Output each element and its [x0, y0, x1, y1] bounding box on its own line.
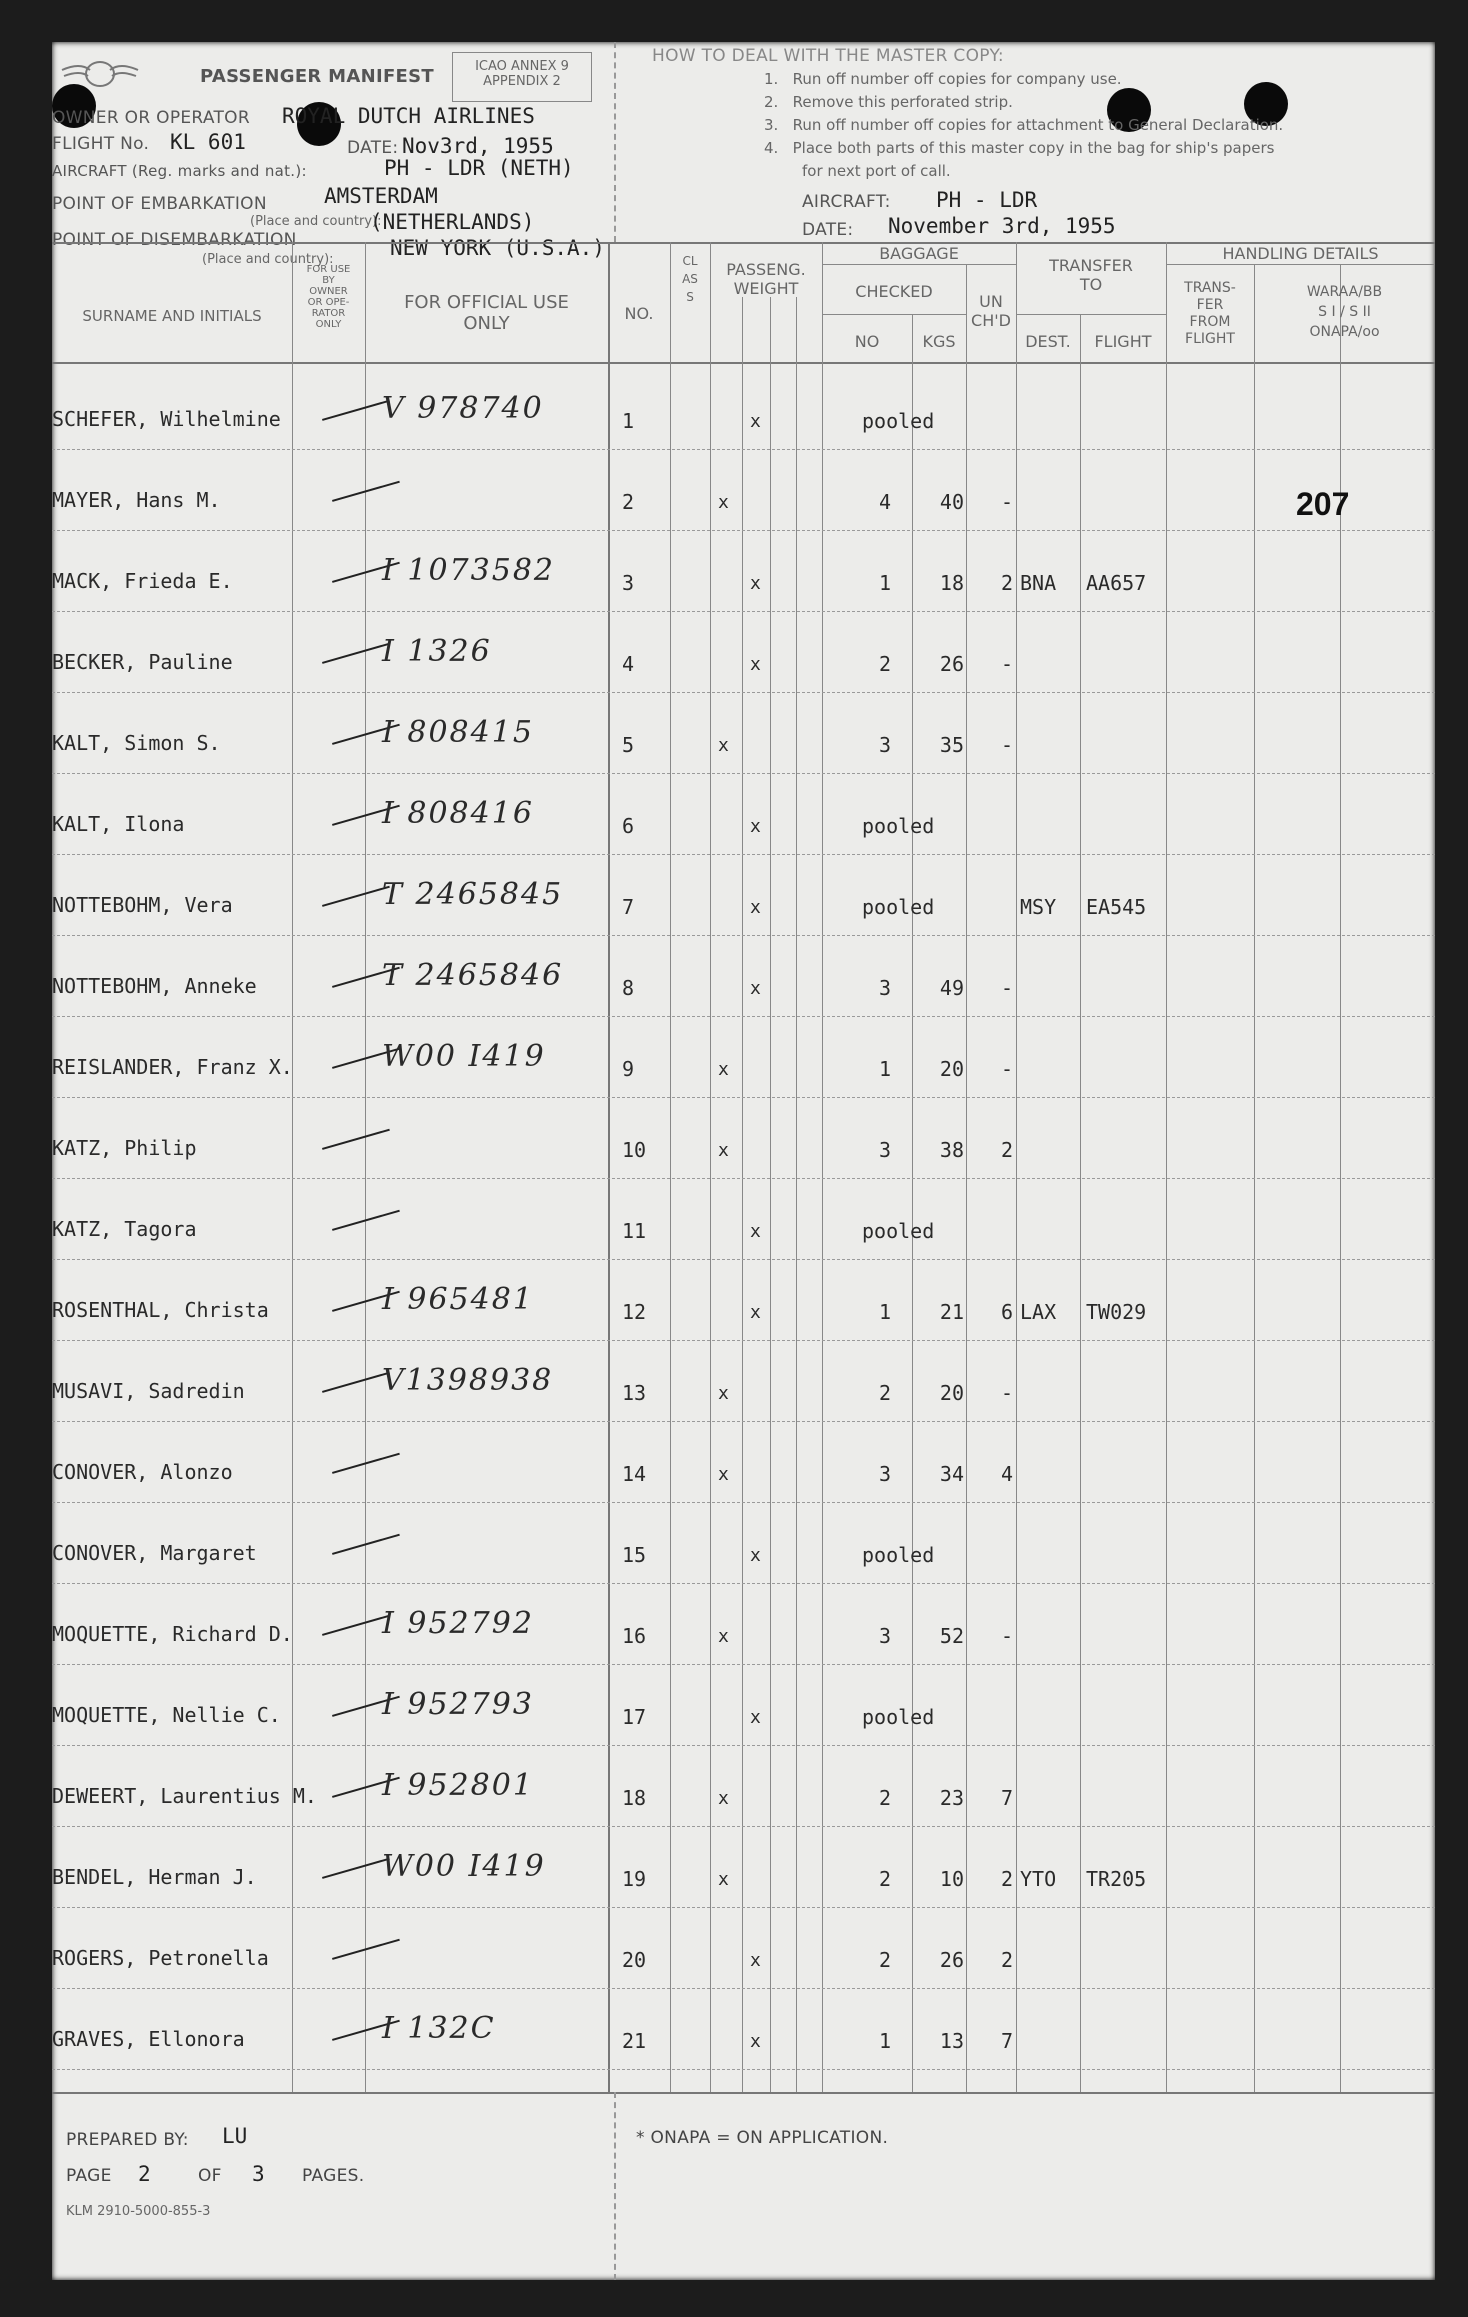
unchecked-count: -	[1000, 1624, 1014, 1648]
subheader-rule	[1016, 314, 1166, 315]
baggage-count: 1	[878, 1300, 892, 1324]
row-rule	[52, 1907, 1435, 1908]
surname-header: SURNAME AND INITIALS	[82, 307, 262, 325]
perforation-line	[614, 42, 616, 242]
date-label: DATE:	[347, 138, 399, 158]
flight-value: KL 601	[170, 130, 246, 154]
row-rule	[52, 1178, 1435, 1179]
passenger-name: MOQUETTE, Richard D.	[52, 1622, 293, 1646]
passenger-name: NOTTEBOHM, Vera	[52, 893, 233, 917]
passenger-name: KALT, Ilona	[52, 812, 185, 836]
baggage-count: 4	[878, 490, 892, 514]
date-value: Nov3rd, 1955	[402, 134, 554, 158]
passenger-name: ROSENTHAL, Christa	[52, 1298, 269, 1322]
row-rule	[52, 1016, 1435, 1017]
passeng-header: PASSENG. WEIGHT	[726, 260, 806, 298]
table-row	[52, 2007, 1435, 2088]
disembark-label: POINT OF DISEMBARKATION	[52, 230, 297, 250]
header-bottom-rule	[52, 362, 1435, 364]
onapa-note: * ONAPA = ON APPLICATION.	[636, 2128, 889, 2148]
passenger-name: KALT, Simon S.	[52, 731, 221, 755]
disembark-sub: (Place and country):	[202, 252, 334, 267]
table-row	[52, 873, 1435, 954]
row-rule	[52, 1826, 1435, 1827]
transfer-header: TRANSFER TO	[1049, 256, 1133, 294]
check-tick	[332, 1450, 402, 1466]
instruction-cont: for next port of call.	[802, 162, 951, 180]
row-rule	[52, 1664, 1435, 1665]
passenger-name: REISLANDER, Franz X.	[52, 1055, 293, 1079]
pooled-label: pooled	[862, 814, 935, 838]
check-tick	[332, 1207, 402, 1223]
form-code: KLM 2910-5000-855-3	[66, 2204, 211, 2219]
weight-mark: x	[718, 1464, 729, 1485]
baggage-kgs: 10	[939, 1867, 964, 1891]
official-number: I 132C	[382, 2011, 496, 2046]
unchd-header: UN CH'D	[971, 292, 1011, 330]
pooled-label: pooled	[862, 1219, 935, 1243]
passenger-no: 18	[622, 1786, 647, 1810]
instructions-title: HOW TO DEAL WITH THE MASTER COPY:	[652, 46, 1004, 66]
unchecked-count: -	[1000, 652, 1014, 676]
passenger-name: MAYER, Hans M.	[52, 488, 221, 512]
table-row	[52, 954, 1435, 1035]
weight-mark: x	[718, 735, 729, 756]
kgs-header: KGS	[922, 332, 956, 351]
of-label: OF	[198, 2166, 222, 2186]
baggage-count: 2	[878, 1867, 892, 1891]
row-rule	[52, 1988, 1435, 1989]
unchecked-count: 7	[1000, 1786, 1014, 1810]
passenger-name: ROGERS, Petronella	[52, 1946, 269, 1970]
table-row	[52, 792, 1435, 873]
aircraft-value: PH - LDR (NETH)	[384, 156, 574, 180]
owner-value: ROYAL DUTCH AIRLINES	[282, 104, 535, 128]
official-number: T 2465845	[382, 877, 564, 912]
passenger-no: 20	[622, 1948, 647, 1972]
table-row	[52, 1764, 1435, 1845]
baggage-count: 3	[878, 1138, 892, 1162]
passenger-no: 8	[622, 976, 635, 1000]
flight-label: FLIGHT No.	[52, 134, 150, 154]
passenger-no: 13	[622, 1381, 647, 1405]
unchecked-count: 6	[1000, 1300, 1014, 1324]
official-number: V 978740	[382, 391, 544, 426]
row-rule	[52, 1421, 1435, 1422]
page-value: 2	[138, 2162, 151, 2186]
form-title: PASSENGER MANIFEST	[200, 66, 434, 87]
weight-mark: x	[750, 1707, 761, 1728]
passenger-no: 11	[622, 1219, 647, 1243]
official-number: I 1326	[382, 634, 492, 669]
check-tick	[332, 1531, 402, 1547]
baggage-kgs: 26	[939, 652, 964, 676]
weight-mark: x	[750, 411, 761, 432]
table-row	[52, 1116, 1435, 1197]
pooled-label: pooled	[862, 1543, 935, 1567]
official-number: I 952801	[382, 1768, 534, 1803]
baggage-count: 1	[878, 571, 892, 595]
of-value: 3	[252, 2162, 265, 2186]
official-number: I 965481	[382, 1282, 534, 1317]
unchecked-count: -	[1000, 976, 1014, 1000]
table-row	[52, 711, 1435, 792]
weight-mark: x	[750, 1545, 761, 1566]
row-rule	[52, 611, 1435, 612]
table-row	[52, 1602, 1435, 1683]
row-rule	[52, 854, 1435, 855]
table-row	[52, 549, 1435, 630]
weight-mark: x	[750, 897, 761, 918]
official-use-header: FOR OFFICIAL USE ONLY	[404, 292, 569, 334]
weight-mark: x	[718, 492, 729, 513]
row-rule	[52, 1502, 1435, 1503]
passenger-no: 21	[622, 2029, 647, 2053]
baggage-kgs: 35	[939, 733, 964, 757]
passenger-no: 5	[622, 733, 635, 757]
embark-value-2: (NETHERLANDS)	[370, 210, 535, 234]
instr-date-value: November 3rd, 1955	[888, 214, 1116, 238]
passenger-name: BENDEL, Herman J.	[52, 1865, 257, 1889]
baggage-count: 2	[878, 1381, 892, 1405]
weight-mark: x	[750, 816, 761, 837]
passenger-name: MUSAVI, Sadredin	[52, 1379, 245, 1403]
transfer-flight: EA545	[1086, 895, 1147, 919]
prepared-value: LU	[222, 2124, 248, 2148]
baggage-count: 3	[878, 976, 892, 1000]
instruction-3: 3. Run off number off copies for attachment to General Declaration.	[764, 116, 1284, 134]
weight-mark: x	[750, 1221, 761, 1242]
baggage-kgs: 49	[939, 976, 964, 1000]
table-row	[52, 1845, 1435, 1926]
passenger-name: NOTTEBOHM, Anneke	[52, 974, 257, 998]
transfer-dest: YTO	[1020, 1867, 1057, 1891]
subheader-rule	[1166, 264, 1435, 265]
baggage-count: 2	[878, 1948, 892, 1972]
official-number: W00 I419	[382, 1849, 546, 1884]
weight-mark: x	[718, 1788, 729, 1809]
pooled-label: pooled	[862, 1705, 935, 1729]
passenger-no: 14	[622, 1462, 647, 1486]
instr-date-label: DATE:	[802, 220, 854, 240]
passenger-name: GRAVES, Ellonora	[52, 2027, 245, 2051]
owner-use-header: FOR USE BY OWNER OR OPE- RATOR ONLY	[306, 264, 351, 330]
official-number: I 952793	[382, 1687, 534, 1722]
official-number: I 952792	[382, 1606, 534, 1641]
unchecked-count: 2	[1000, 1138, 1014, 1162]
passenger-name: DEWEERT, Laurentius M.	[52, 1784, 317, 1808]
table-row	[52, 1278, 1435, 1359]
baggage-kgs: 26	[939, 1948, 964, 1972]
weight-mark: x	[718, 1626, 729, 1647]
transfer-dest: MSY	[1020, 895, 1057, 919]
row-rule	[52, 530, 1435, 531]
row-rule	[52, 1583, 1435, 1584]
weight-mark: x	[750, 1302, 761, 1323]
class-header: CLASS	[682, 254, 698, 304]
passenger-name: MACK, Frieda E.	[52, 569, 233, 593]
dest-header: DEST.	[1025, 332, 1071, 351]
baggage-kgs: 13	[939, 2029, 964, 2053]
transfer-flight: AA657	[1086, 571, 1147, 595]
transfer-flight: TR205	[1086, 1867, 1147, 1891]
unchecked-count: 2	[1000, 1948, 1014, 1972]
passenger-no: 3	[622, 571, 635, 595]
passenger-no: 16	[622, 1624, 647, 1648]
instruction-2: 2. Remove this perforated strip.	[764, 93, 1013, 111]
pooled-label: pooled	[862, 409, 935, 433]
weight-mark: x	[718, 1059, 729, 1080]
flight-header: FLIGHT	[1094, 332, 1152, 351]
table-row	[52, 1440, 1435, 1521]
baggage-kgs: 18	[939, 571, 964, 595]
baggage-count: 3	[878, 733, 892, 757]
passenger-no: 15	[622, 1543, 647, 1567]
aircraft-label: AIRCRAFT (Reg. marks and nat.):	[52, 162, 307, 180]
subheader-rule	[822, 264, 1016, 265]
official-number: I 808415	[382, 715, 534, 750]
table-row	[52, 1926, 1435, 2007]
passenger-no: 19	[622, 1867, 647, 1891]
table-row	[52, 468, 1435, 549]
row-rule	[52, 1340, 1435, 1341]
handling-header: HANDLING DETAILS	[1222, 244, 1379, 263]
passenger-name: MOQUETTE, Nellie C.	[52, 1703, 281, 1727]
checked-header: CHECKED	[855, 282, 933, 301]
instr-aircraft-label: AIRCRAFT:	[802, 192, 891, 212]
official-number: I 1073582	[382, 553, 555, 588]
passenger-no: 12	[622, 1300, 647, 1324]
row-rule	[52, 935, 1435, 936]
passenger-name: BECKER, Pauline	[52, 650, 233, 674]
transfer-dest: BNA	[1020, 571, 1057, 595]
unchecked-count: -	[1000, 733, 1014, 757]
page-stamp: 207	[1296, 486, 1350, 522]
instruction-1: 1. Run off number off copies for company use.	[764, 70, 1122, 88]
baggage-kgs: 20	[939, 1381, 964, 1405]
row-rule	[52, 773, 1435, 774]
passenger-name: KATZ, Tagora	[52, 1217, 197, 1241]
owner-label: OWNER OR OPERATOR	[52, 108, 250, 128]
table-bottom-rule	[52, 2092, 1435, 2094]
weight-mark: x	[718, 1383, 729, 1404]
disembark-value: NEW YORK (U.S.A.)	[390, 236, 605, 260]
pooled-label: pooled	[862, 895, 935, 919]
klm-logo-icon	[60, 56, 140, 92]
embark-value-1: AMSTERDAM	[324, 184, 438, 208]
baggage-count: 3	[878, 1462, 892, 1486]
baggage-kgs: 38	[939, 1138, 964, 1162]
unchecked-count: -	[1000, 1381, 1014, 1405]
passenger-no: 2	[622, 490, 635, 514]
check-tick	[332, 478, 402, 494]
official-number: I 808416	[382, 796, 534, 831]
official-number: V1398938	[382, 1363, 554, 1398]
baggage-count: 1	[878, 2029, 892, 2053]
passenger-no: 1	[622, 409, 635, 433]
baggage-count: 2	[878, 1786, 892, 1810]
weight-mark: x	[750, 1950, 761, 1971]
unchecked-count: 4	[1000, 1462, 1014, 1486]
check-tick	[322, 1126, 392, 1142]
table-row	[52, 1521, 1435, 1602]
prepared-label: PREPARED BY:	[66, 2130, 189, 2150]
passenger-name: CONOVER, Margaret	[52, 1541, 257, 1565]
row-rule	[52, 2069, 1435, 2070]
weight-mark: x	[750, 978, 761, 999]
baggage-kgs: 23	[939, 1786, 964, 1810]
icao-line-2: APPENDIX 2	[483, 74, 561, 89]
bag-no-header: NO	[854, 332, 880, 351]
weight-mark: x	[750, 573, 761, 594]
baggage-header: BAGGAGE	[879, 244, 959, 263]
row-rule	[52, 1097, 1435, 1098]
unchecked-count: 7	[1000, 2029, 1014, 2053]
transfer-dest: LAX	[1020, 1300, 1057, 1324]
transfer-flight: TW029	[1086, 1300, 1147, 1324]
passenger-no: 10	[622, 1138, 647, 1162]
footer-perforation	[614, 2092, 616, 2280]
row-rule	[52, 449, 1435, 450]
baggage-count: 3	[878, 1624, 892, 1648]
instr-aircraft-value: PH - LDR	[936, 188, 1038, 212]
table-row	[52, 387, 1435, 468]
baggage-kgs: 52	[939, 1624, 964, 1648]
unchecked-count: -	[1000, 490, 1014, 514]
baggage-kgs: 21	[939, 1300, 964, 1324]
table-row	[52, 1683, 1435, 1764]
passenger-no: 4	[622, 652, 635, 676]
passenger-no: 17	[622, 1705, 647, 1729]
check-tick	[332, 1936, 402, 1952]
weight-mark: x	[750, 2031, 761, 2052]
passenger-name: SCHEFER, Wilhelmine	[52, 407, 281, 431]
embark-sub: (Place and country):	[250, 214, 382, 229]
subheader-rule	[822, 314, 966, 315]
baggage-count: 1	[878, 1057, 892, 1081]
baggage-count: 2	[878, 652, 892, 676]
table-row	[52, 1359, 1435, 1440]
icao-box	[452, 52, 592, 102]
row-rule	[52, 1745, 1435, 1746]
weight-mark: x	[718, 1869, 729, 1890]
waraa-header: WARAA/BB S I / S II ONAPA/oo	[1306, 284, 1383, 340]
instructions-list	[764, 70, 1283, 185]
row-rule	[52, 692, 1435, 693]
unchecked-count: 2	[1000, 571, 1014, 595]
passenger-no: 9	[622, 1057, 635, 1081]
icao-line-1: ICAO ANNEX 9	[475, 59, 569, 74]
transfer-from-header: TRANS- FER FROM FLIGHT	[1184, 280, 1236, 347]
weight-mark: x	[718, 1140, 729, 1161]
baggage-kgs: 40	[939, 490, 964, 514]
passenger-no: 6	[622, 814, 635, 838]
passenger-name: KATZ, Philip	[52, 1136, 197, 1160]
passenger-name: CONOVER, Alonzo	[52, 1460, 233, 1484]
baggage-kgs: 20	[939, 1057, 964, 1081]
table-row	[52, 1035, 1435, 1116]
unchecked-count: 2	[1000, 1867, 1014, 1891]
official-number: T 2465846	[382, 958, 564, 993]
page-label: PAGE	[66, 2166, 112, 2186]
no-header: NO.	[624, 304, 654, 323]
instruction-4: 4. Place both parts of this master copy in the bag for ship's papers	[764, 139, 1275, 157]
table-row	[52, 1197, 1435, 1278]
manifest-sheet	[52, 42, 1435, 2280]
official-number: W00 I419	[382, 1039, 546, 1074]
pages-label: PAGES.	[302, 2166, 365, 2186]
unchecked-count: -	[1000, 1057, 1014, 1081]
weight-mark: x	[750, 654, 761, 675]
passenger-no: 7	[622, 895, 635, 919]
baggage-kgs: 34	[939, 1462, 964, 1486]
table-row	[52, 630, 1435, 711]
row-rule	[52, 1259, 1435, 1260]
embark-label: POINT OF EMBARKATION	[52, 194, 267, 214]
